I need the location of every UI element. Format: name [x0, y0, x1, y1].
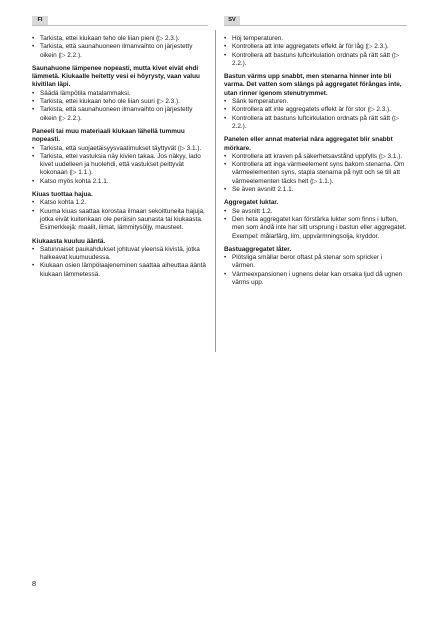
section-heading: Aggregatet luktar.	[224, 199, 279, 207]
bullet-icon: •	[32, 89, 35, 97]
bullet-list	[224, 254, 407, 287]
bullet-icon: •	[32, 207, 35, 215]
section-heading: Bastuaggregatet låter.	[224, 245, 292, 253]
bullet-icon: •	[224, 98, 227, 106]
list-item-text: Kontrollera att bastuns luftcirkulation ordnats på rätt sätt (▷ 2.2.).	[232, 114, 399, 130]
list-item	[224, 115, 407, 132]
list-item	[32, 178, 208, 186]
list-item	[32, 145, 208, 153]
troubleshooting-section	[32, 238, 208, 279]
section-heading: Bastun värms upp snabbt, men stenarna hinner inte bli varma. Det vatten som slängs på aggregatet förångas inte, utan rinner igenom stenutrymmet.	[224, 73, 402, 97]
section-heading: Saunahuone lämpenee nopeasti, mutta kivet eivät ehdi lämmetä. Kiukaalle heitetty vesi ei höyrysty, vaan valuu kivitilan läpi.	[32, 64, 200, 89]
bullet-icon: •	[32, 43, 35, 51]
bullet-icon: •	[224, 43, 227, 51]
troubleshooting-section	[224, 35, 407, 68]
bullet-list	[32, 199, 208, 232]
list-item	[32, 199, 208, 207]
bullet-icon: •	[32, 199, 35, 207]
bullet-icon: •	[32, 152, 35, 160]
list-item-text: Satunnaiset paukahdukset johtuvat yleensä kivistä, jotka halkeavat kuumuudessa.	[40, 245, 200, 262]
section-heading: Paneeli tai muu materiaali kiukaan lähellä tummuu nopeasti.	[32, 127, 185, 144]
bullet-icon: •	[32, 177, 35, 185]
list-item-text: Tarkista, ettei kiukaan teho ole liian pieni (▷ 2.3.).	[40, 35, 180, 42]
bullet-icon: •	[224, 207, 227, 215]
list-item	[32, 43, 208, 60]
bullet-icon: •	[32, 245, 35, 253]
list-item-text: Katso kohta 1.2.	[40, 199, 87, 207]
list-item	[224, 271, 407, 288]
list-item-text: Höj temperaturen.	[232, 35, 284, 42]
column-divider	[215, 30, 216, 352]
list-item-text: Kiukaan osien lämpölaajeneminen saattaa aiheuttaa ääntä kiukaan lämmetessä.	[40, 262, 206, 278]
section-heading: Kiukaasta kuuluu ääntä.	[32, 237, 106, 245]
troubleshooting-section	[32, 191, 208, 232]
list-item-text: Tarkista, että suojaetäisyysvaatimukset täyttyvät (▷ 3.1.).	[40, 144, 202, 152]
list-item	[224, 52, 407, 69]
section-heading: Panelen eller annat material nära aggregatet blir snabbt mörkare.	[224, 136, 393, 152]
list-item-text: Kontrollera att inga värmeelement syns bakom stenarna. Om värmeelementen syns, stapla stenarna på nytt och se till att värmeelementen täcks helt (▷ 1.1.).	[232, 161, 405, 185]
bullet-list	[224, 98, 407, 131]
bullet-icon: •	[224, 215, 227, 223]
list-item-text: Tarkista, että saunahuoneen ilmanvaihto on järjestetty oikein (▷ 2.2.).	[40, 106, 193, 122]
list-item-text: Värmeexpansionen i ugnens delar kan orsaka ljud då ugnen värms upp.	[232, 270, 403, 287]
list-item	[224, 254, 407, 271]
language-tag-fi: FI	[32, 16, 48, 25]
list-item-text: Tarkista, että saunahuoneen ilmanvaihto on järjestetty oikein (▷ 2.2.).	[40, 43, 193, 59]
list-item	[224, 216, 407, 241]
list-item	[32, 98, 208, 106]
swedish-column	[224, 35, 407, 292]
bullet-icon: •	[32, 144, 35, 152]
bullet-icon: •	[32, 106, 35, 114]
list-item	[224, 186, 407, 194]
bullet-list	[224, 35, 407, 68]
language-tag-sv: SV	[224, 16, 240, 25]
list-item-text: Plötsliga smällar beror oftast på stenar som spricker i värmen.	[232, 254, 383, 270]
bullet-list	[32, 90, 208, 123]
list-item	[224, 208, 407, 216]
finnish-column	[32, 35, 208, 284]
list-item	[32, 153, 208, 178]
bullet-icon: •	[32, 35, 35, 42]
list-item	[224, 153, 407, 161]
bullet-list	[32, 35, 208, 60]
bullet-icon: •	[32, 262, 35, 270]
list-item-text: Katso myös kohta 2.1.1.	[40, 177, 109, 185]
list-item-text: Säädä lämpötila matalammaksi.	[40, 89, 131, 97]
troubleshooting-section	[224, 136, 407, 194]
troubleshooting-section	[224, 73, 407, 131]
list-item	[224, 43, 407, 51]
list-item-text: Sänk temperaturen.	[232, 98, 289, 106]
list-item-text: Kuuma kiuas saattaa korostaa ilmaan sekoittuneita hajuja, jotka eivät kuitenkaan ole peräisin saunasta tai kiukaasta. Esimerkkejä: maalit, liimat, lämmitysöljy, mausteet.	[40, 207, 205, 232]
troubleshooting-section	[32, 35, 208, 60]
bullet-list	[32, 246, 208, 279]
language-header-fi	[32, 16, 208, 26]
list-item-text: Kontrollera att inte aggregatets effekt är för låg (▷ 2.3.).	[232, 43, 389, 51]
section-heading: Kiuas tuottaa hajua.	[32, 191, 93, 199]
bullet-icon: •	[224, 51, 227, 59]
bullet-icon: •	[224, 106, 227, 114]
list-item	[224, 161, 407, 186]
list-item-text: Se även avsnitt 2.1.1.	[232, 186, 294, 194]
troubleshooting-section	[224, 246, 407, 287]
bullet-icon: •	[224, 186, 227, 194]
bullet-list	[224, 208, 407, 241]
bullet-icon: •	[224, 152, 227, 160]
list-item	[32, 208, 208, 233]
page-number: 8	[32, 579, 37, 588]
list-item-text: Tarkista, ettei vastuksia näy kivien takaa. Jos näkyy, lado kivet uudelleen ja huolehdi, että vastukset peittyvät kokonaan (▷ 1.1.).	[40, 152, 201, 177]
list-item	[224, 106, 407, 114]
list-item-text: Den heta aggregatet kan förstärka lukter som finns i luften, men som ändå inte har sitt ursprung i bastun eller aggregatet. Exempel: målarfärg, lim, uppvärmningsolja, kryddor.	[232, 215, 407, 240]
troubleshooting-section	[224, 199, 407, 240]
bullet-icon: •	[224, 35, 227, 42]
list-item	[32, 246, 208, 263]
list-item	[32, 106, 208, 123]
bullet-icon: •	[224, 270, 227, 278]
list-item-text: Se avsnitt 1.2.	[232, 207, 273, 215]
list-item-text: Tarkista, ettei kiukaan teho ole liian suuri (▷ 2.3.).	[40, 98, 180, 106]
bullet-list	[32, 145, 208, 186]
troubleshooting-section	[32, 65, 208, 123]
list-item-text: Kontrollera att inte aggregatets effekt är för stor (▷ 2.3.).	[232, 106, 391, 114]
list-item-text: Kontrollera att bastuns luftcirkulation ordnats på rätt sätt (▷ 2.2.).	[232, 51, 399, 67]
bullet-list	[224, 153, 407, 194]
list-item	[224, 98, 407, 106]
troubleshooting-section	[32, 128, 208, 186]
list-item-text: Kontrollera att kraven på säkerhetsavstånd uppfylls (▷ 3.1.).	[232, 152, 403, 160]
list-item	[32, 262, 208, 279]
list-item	[32, 90, 208, 98]
bullet-icon: •	[224, 254, 227, 262]
bullet-icon: •	[224, 161, 227, 169]
bullet-icon: •	[224, 114, 227, 122]
language-header-sv	[224, 16, 407, 26]
bullet-icon: •	[32, 98, 35, 106]
list-item	[32, 35, 208, 43]
